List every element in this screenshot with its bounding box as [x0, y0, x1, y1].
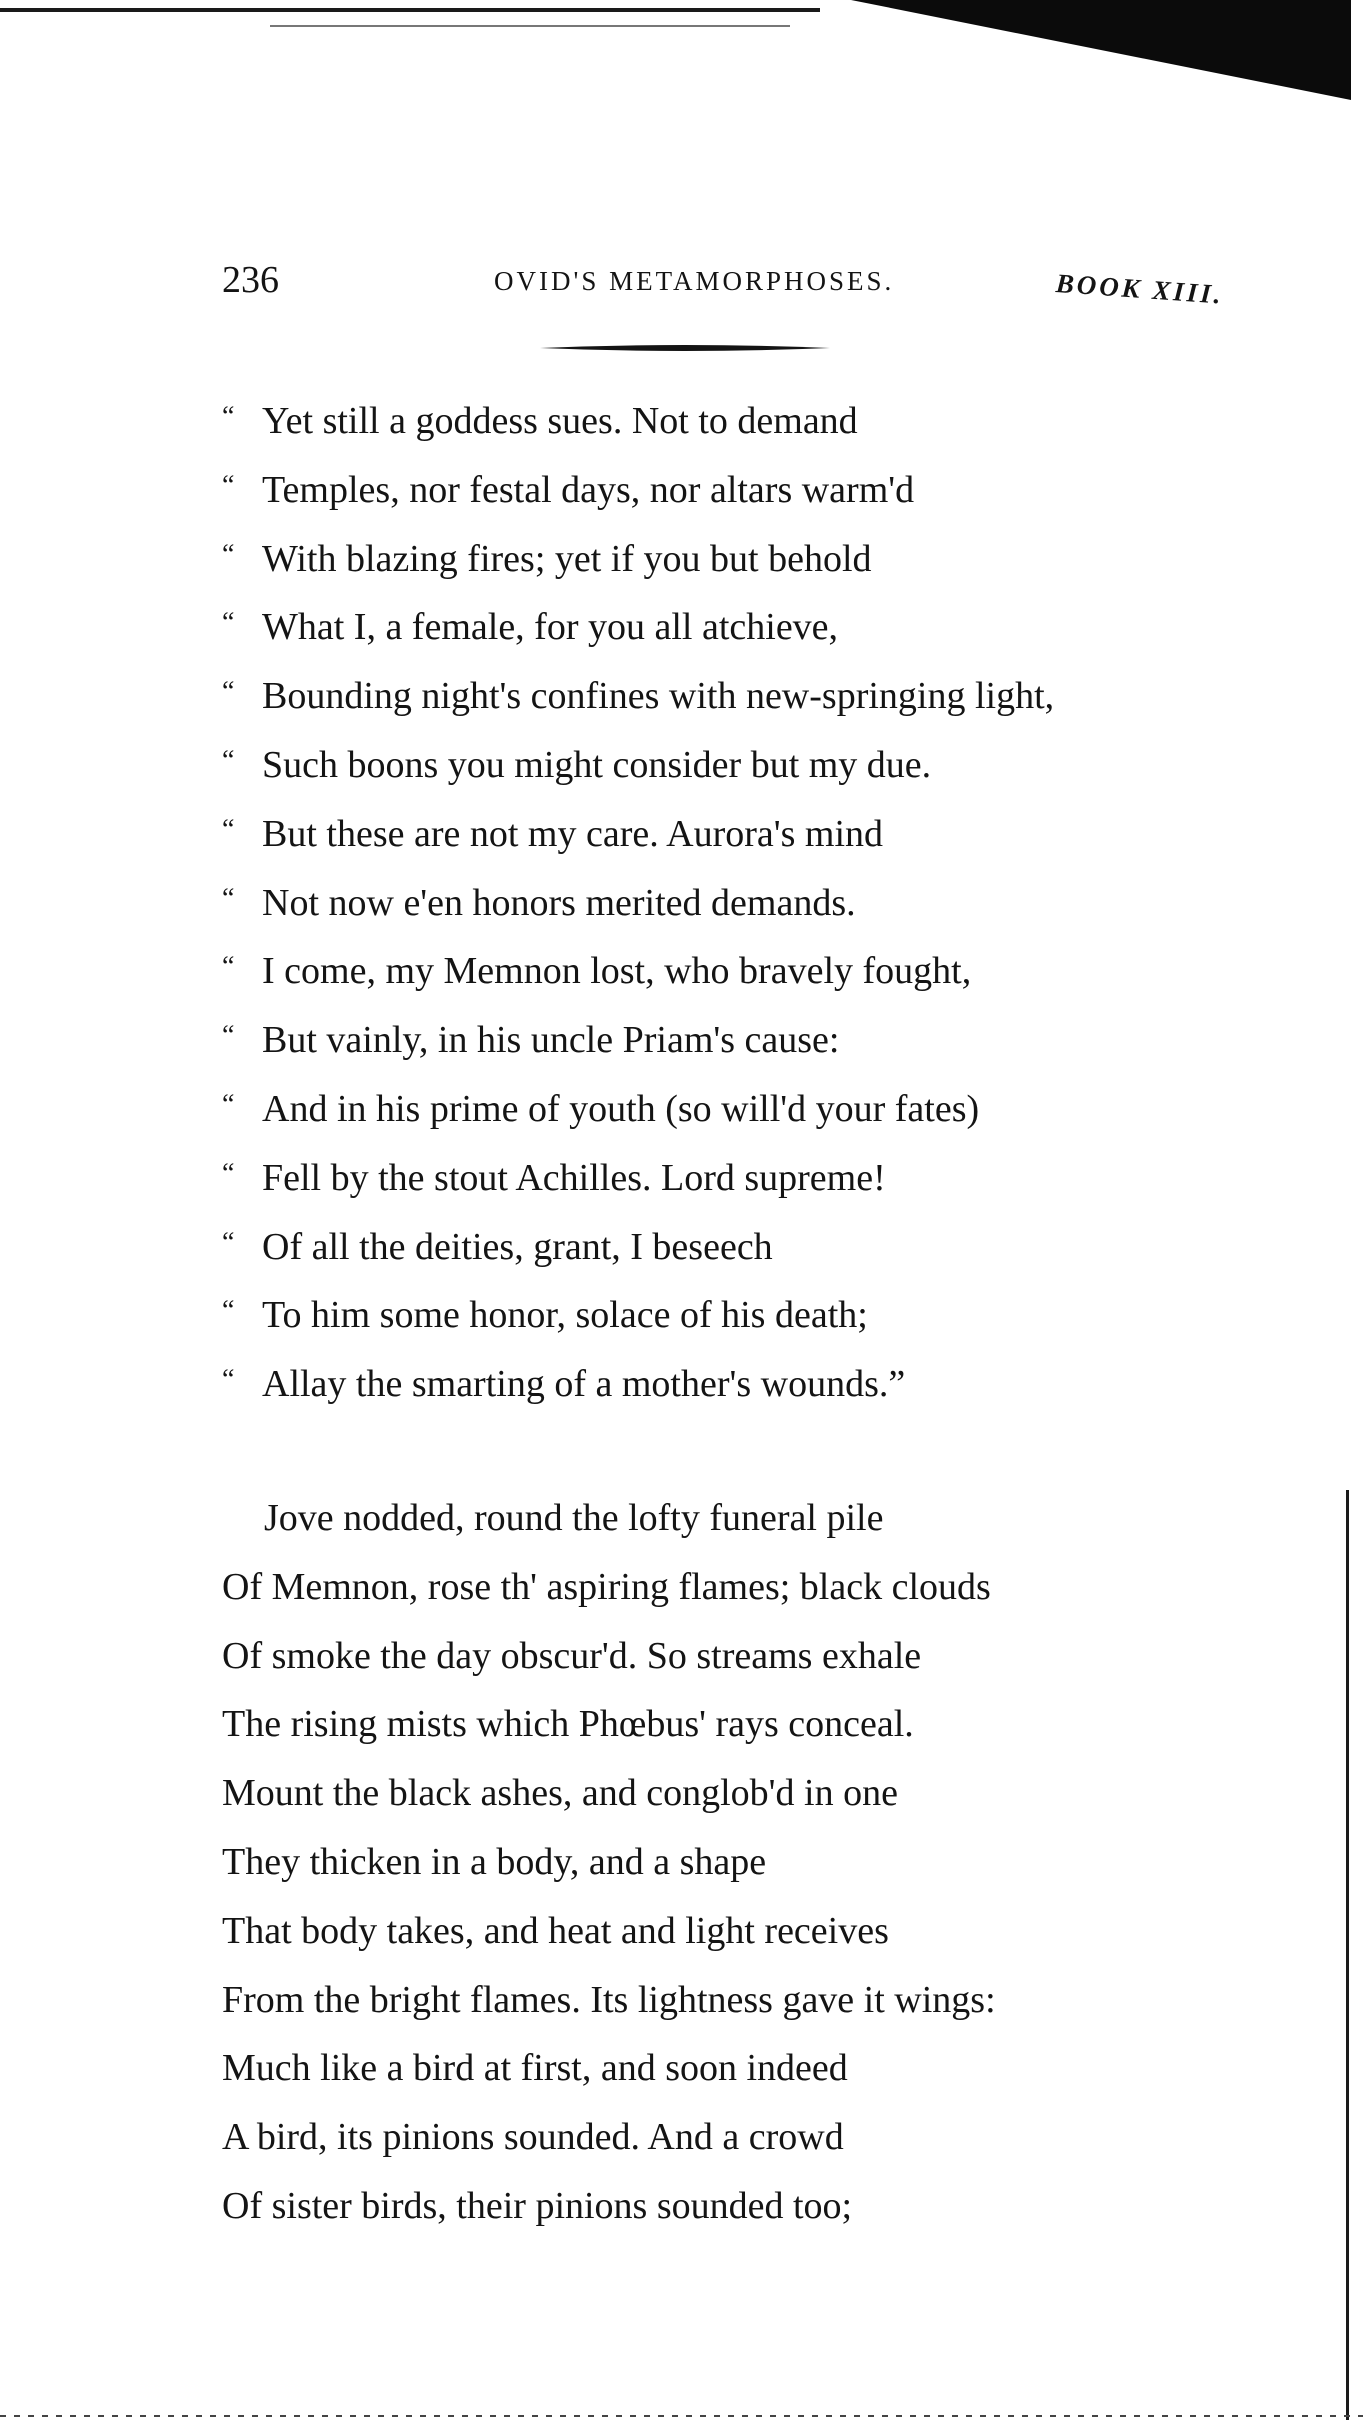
verse-text: But vainly, in his uncle Priam's cause: — [262, 1019, 840, 1062]
verse-text: From the bright flames. Its lightness gave it wings: — [222, 1978, 996, 2021]
scan-edge-right — [1346, 1490, 1349, 2420]
verse-line — [222, 2172, 996, 2241]
verse-line — [222, 1209, 1054, 1278]
scan-edge-top-secondary — [270, 25, 790, 27]
verse-line — [222, 1690, 996, 1759]
verse-text: Temples, nor festal days, nor altars warm'd — [262, 468, 915, 511]
verse-line — [222, 1002, 1054, 1071]
verse-text: They thicken in a body, and a shape — [222, 1840, 767, 1883]
verse-line — [222, 1828, 996, 1897]
opening-quote-mark: “ — [222, 1295, 235, 1327]
running-head — [222, 258, 1262, 308]
verse-line — [222, 796, 1054, 865]
verse-text: But these are not my care. Aurora's mind — [262, 812, 884, 855]
opening-quote-mark: “ — [222, 951, 235, 983]
opening-quote-mark: “ — [222, 1157, 235, 1189]
scan-corner-shadow — [851, 0, 1351, 100]
verse-text: Of smoke the day obscur'd. So streams exhale — [222, 1634, 922, 1677]
verse-line — [222, 865, 1054, 934]
verse-line — [222, 1277, 1054, 1346]
verse-line — [222, 658, 1054, 727]
verse-text: That body takes, and heat and light receives — [222, 1909, 889, 1952]
opening-quote-mark: “ — [222, 469, 235, 501]
opening-quote-mark: “ — [222, 813, 235, 845]
verse-line — [222, 933, 1054, 1002]
running-title: OVID'S METAMORPHOSES. — [494, 266, 895, 296]
verse-text: And in his prime of youth (so will'd your fates) — [262, 1087, 980, 1130]
verse-text: Yet still a goddess sues. Not to demand — [262, 400, 858, 442]
verse-text: Such boons you might consider but my due. — [262, 743, 932, 786]
verse-line — [222, 1966, 996, 2035]
opening-quote-mark: “ — [222, 538, 235, 570]
speech-verse — [222, 383, 1054, 1415]
verse-line — [222, 1071, 1054, 1140]
opening-quote-mark: “ — [222, 744, 235, 776]
opening-quote-mark: “ — [222, 1226, 235, 1258]
opening-quote-mark: “ — [222, 882, 235, 914]
verse-text: Of Memnon, rose th' aspiring flames; black clouds — [222, 1565, 991, 1608]
verse-text: Jove nodded, round the lofty funeral pile — [264, 1497, 884, 1539]
verse-text: Much like a bird at first, and soon indeed — [222, 2047, 848, 2090]
verse-line — [222, 1897, 996, 1966]
verse-text: Of sister birds, their pinions sounded too; — [222, 2184, 853, 2227]
book-number: BOOK XIII. — [1054, 268, 1225, 310]
verse-text: Bounding night's confines with new-springing light, — [262, 675, 1055, 718]
verse-line — [222, 452, 1054, 521]
opening-quote-mark: “ — [222, 401, 235, 432]
verse-line — [222, 1140, 1054, 1209]
verse-line — [222, 1622, 996, 1691]
verse-line — [222, 1484, 996, 1553]
verse-text: The rising mists which Phœbus' rays conceal. — [222, 1703, 914, 1746]
verse-line — [222, 1553, 996, 1622]
verse-text: With blazing fires; yet if you but behold — [262, 537, 872, 580]
verse-text: I come, my Memnon lost, who bravely fought, — [262, 950, 972, 993]
opening-quote-mark: “ — [222, 1088, 235, 1120]
verse-line — [222, 727, 1054, 796]
verse-text: Fell by the stout Achilles. Lord supreme! — [262, 1156, 886, 1199]
narrative-verse — [222, 1484, 996, 2241]
head-ornament-rule — [540, 342, 830, 354]
page-number: 236 — [222, 259, 279, 301]
verse-line — [222, 383, 1054, 452]
opening-quote-mark: “ — [222, 607, 235, 639]
opening-quote-mark: “ — [222, 1364, 235, 1396]
verse-text: Not now e'en honors merited demands. — [262, 881, 856, 924]
verse-text: Allay the smarting of a mother's wounds.” — [262, 1363, 906, 1406]
opening-quote-mark: “ — [222, 1020, 235, 1052]
scan-edge-bottom — [0, 2415, 1363, 2417]
verse-line — [222, 589, 1054, 658]
scan-edge-top — [0, 8, 820, 12]
verse-line — [222, 1346, 1054, 1415]
verse-line — [222, 2103, 996, 2172]
verse-text: A bird, its pinions sounded. And a crowd — [222, 2116, 844, 2159]
opening-quote-mark: “ — [222, 676, 235, 708]
verse-text: Of all the deities, grant, I beseech — [262, 1225, 773, 1268]
verse-text: To him some honor, solace of his death; — [262, 1294, 868, 1337]
verse-text: What I, a female, for you all atchieve, — [262, 606, 839, 649]
verse-text: Mount the black ashes, and conglob'd in one — [222, 1772, 898, 1815]
verse-line — [222, 1759, 996, 1828]
verse-line — [222, 2034, 996, 2103]
verse-line — [222, 521, 1054, 590]
